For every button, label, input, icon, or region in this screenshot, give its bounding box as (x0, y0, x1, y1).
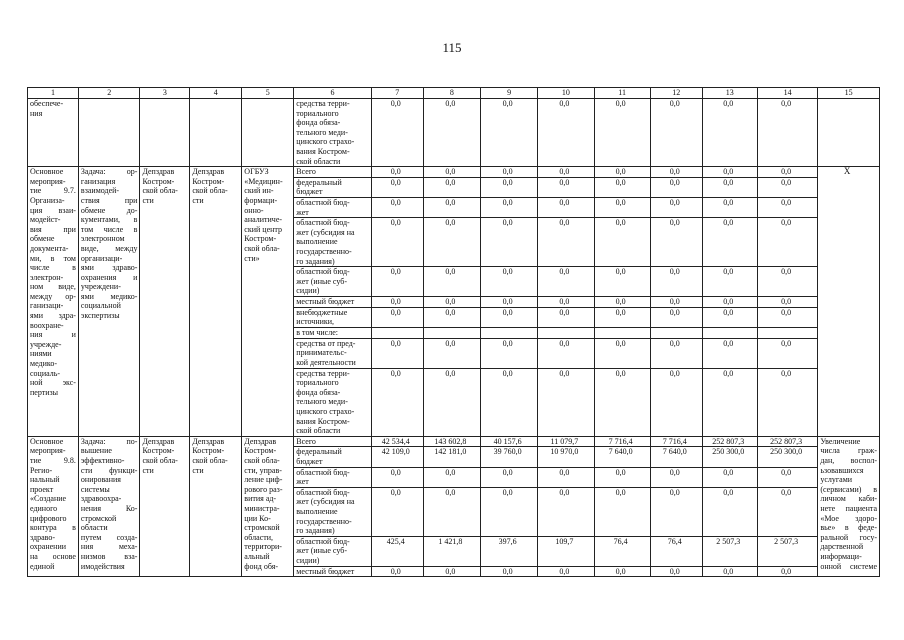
value-cell-col13: 2 507,3 (702, 536, 757, 566)
value-cell-col8: 0,0 (423, 487, 480, 536)
value-cell-col8: 0,0 (423, 197, 480, 217)
column-number-3: 3 (140, 88, 190, 99)
data-table (27, 87, 880, 577)
value-cell-col7: 0,0 (371, 99, 423, 167)
value-cell-col9 (481, 327, 538, 338)
value-cell-col8: 0,0 (423, 307, 480, 327)
value-cell-col13: 0,0 (702, 467, 757, 487)
participant-cell (242, 99, 294, 167)
value-cell-col9: 0,0 (481, 307, 538, 327)
value-cell-col11: 0,0 (594, 218, 650, 267)
table-row (28, 167, 880, 178)
value-cell-col11: 0,0 (594, 368, 650, 436)
value-cell-col14: 0,0 (757, 267, 817, 297)
value-cell-col13: 0,0 (702, 177, 757, 197)
value-cell-col14: 0,0 (757, 167, 817, 178)
measure-name-cell: обеспече- ния (28, 99, 79, 167)
value-cell-col11: 0,0 (594, 297, 650, 308)
task-cell: Задача: ор- ганизация взаимодей- ствия при обмене до- кументами, в том числе в электронном виде, между организаци- ями здраво- охранения и учреждени- ями медико- социальной экспертизы (78, 167, 140, 437)
page-number: 115 (442, 40, 462, 55)
responsible-cell: Депздрав Костром- ской обла- сти (190, 436, 242, 577)
value-cell-col12: 0,0 (650, 487, 702, 536)
value-cell-col13: 0,0 (702, 338, 757, 368)
value-cell-col8: 143 602,8 (423, 436, 480, 447)
value-cell-col13: 0,0 (702, 267, 757, 297)
value-cell-col8: 0,0 (423, 99, 480, 167)
value-cell-col7: 0,0 (371, 197, 423, 217)
value-cell-col8: 142 181,0 (423, 447, 480, 467)
value-cell-col7: 0,0 (371, 177, 423, 197)
value-cell-col12: 0,0 (650, 167, 702, 178)
value-cell-col9: 0,0 (481, 267, 538, 297)
column-number-4: 4 (190, 88, 242, 99)
value-cell-col11: 7 640,0 (594, 447, 650, 467)
value-cell-col7: 0,0 (371, 368, 423, 436)
header-row (28, 88, 880, 99)
value-cell-col10: 0,0 (538, 167, 594, 178)
result-indicator-cell (818, 99, 880, 167)
executor-cell: Депздрав Костром- ской обла- сти (140, 436, 190, 577)
value-cell-col8 (423, 327, 480, 338)
value-cell-col13: 0,0 (702, 99, 757, 167)
value-cell-col7: 42 534,4 (371, 436, 423, 447)
table-row (28, 436, 880, 447)
value-cell-col10: 0,0 (538, 487, 594, 536)
value-cell-col7: 0,0 (371, 338, 423, 368)
value-cell-col13: 0,0 (702, 487, 757, 536)
result-indicator-cell: Х (818, 167, 880, 437)
value-cell-col10: 0,0 (538, 467, 594, 487)
executor-cell (140, 99, 190, 167)
column-number-5: 5 (242, 88, 294, 99)
value-cell-col7: 0,0 (371, 307, 423, 327)
value-cell-col14: 0,0 (757, 307, 817, 327)
value-cell-col9: 397,6 (481, 536, 538, 566)
column-number-1: 1 (28, 88, 79, 99)
value-cell-col10: 0,0 (538, 218, 594, 267)
value-cell-col8: 0,0 (423, 368, 480, 436)
responsible-cell (190, 99, 242, 167)
value-cell-col10: 11 079,7 (538, 436, 594, 447)
value-cell-col9: 40 157,6 (481, 436, 538, 447)
value-cell-col11: 0,0 (594, 467, 650, 487)
value-cell-col7: 0,0 (371, 487, 423, 536)
value-cell-col7: 0,0 (371, 218, 423, 267)
value-cell-col14: 0,0 (757, 197, 817, 217)
value-cell-col12: 7 640,0 (650, 447, 702, 467)
value-cell-col12: 0,0 (650, 267, 702, 297)
value-cell-col8: 0,0 (423, 267, 480, 297)
value-cell-col14: 252 807,3 (757, 436, 817, 447)
value-cell-col10: 10 970,0 (538, 447, 594, 467)
funding-source-cell: внебюджетные источники, (294, 307, 371, 327)
funding-source-cell: средства от пред- принимательс- кой деятельности (294, 338, 371, 368)
value-cell-col12: 7 716,4 (650, 436, 702, 447)
value-cell-col9: 0,0 (481, 297, 538, 308)
value-cell-col7: 0,0 (371, 297, 423, 308)
value-cell-col10: 0,0 (538, 297, 594, 308)
value-cell-col11: 0,0 (594, 99, 650, 167)
funding-source-cell: в том числе: (294, 327, 371, 338)
value-cell-col9: 0,0 (481, 218, 538, 267)
value-cell-col13: 0,0 (702, 566, 757, 577)
funding-source-cell: федеральный бюджет (294, 177, 371, 197)
value-cell-col10: 109,7 (538, 536, 594, 566)
value-cell-col8: 0,0 (423, 218, 480, 267)
column-number-10: 10 (538, 88, 594, 99)
value-cell-col9: 0,0 (481, 467, 538, 487)
value-cell-col12: 0,0 (650, 177, 702, 197)
value-cell-col14: 0,0 (757, 177, 817, 197)
participant-cell: ОГБУЗ «Медицин- ский ин- формаци- онно- аналитиче- ский центр Костром- ской обла- сти» (242, 167, 294, 437)
value-cell-col9: 0,0 (481, 566, 538, 577)
value-cell-col13: 0,0 (702, 197, 757, 217)
value-cell-col9: 0,0 (481, 368, 538, 436)
funding-source-cell: областной бюд- жет (субсидия на выполнение государственно- го задания) (294, 487, 371, 536)
value-cell-col14: 0,0 (757, 99, 817, 167)
column-number-7: 7 (371, 88, 423, 99)
value-cell-col7: 0,0 (371, 267, 423, 297)
value-cell-col12: 0,0 (650, 297, 702, 308)
value-cell-col10: 0,0 (538, 99, 594, 167)
value-cell-col11 (594, 327, 650, 338)
column-number-9: 9 (481, 88, 538, 99)
value-cell-col9: 0,0 (481, 99, 538, 167)
column-number-13: 13 (702, 88, 757, 99)
value-cell-col10: 0,0 (538, 197, 594, 217)
funding-source-cell: областной бюд- жет (иные суб- сидии) (294, 267, 371, 297)
value-cell-col14: 0,0 (757, 338, 817, 368)
value-cell-col8: 0,0 (423, 167, 480, 178)
value-cell-col13: 0,0 (702, 297, 757, 308)
funding-source-cell: областной бюд- жет (294, 197, 371, 217)
column-number-11: 11 (594, 88, 650, 99)
value-cell-col11: 0,0 (594, 197, 650, 217)
value-cell-col12: 0,0 (650, 566, 702, 577)
value-cell-col9: 0,0 (481, 487, 538, 536)
table-row (28, 99, 880, 167)
funding-source-cell: местный бюджет (294, 566, 371, 577)
value-cell-col13: 250 300,0 (702, 447, 757, 467)
value-cell-col12: 76,4 (650, 536, 702, 566)
value-cell-col13: 0,0 (702, 218, 757, 267)
value-cell-col12: 0,0 (650, 197, 702, 217)
value-cell-col13: 0,0 (702, 368, 757, 436)
value-cell-col7: 425,4 (371, 536, 423, 566)
value-cell-col14: 0,0 (757, 368, 817, 436)
value-cell-col7: 0,0 (371, 167, 423, 178)
value-cell-col8: 0,0 (423, 338, 480, 368)
value-cell-col14: 2 507,3 (757, 536, 817, 566)
column-number-8: 8 (423, 88, 480, 99)
value-cell-col12: 0,0 (650, 307, 702, 327)
value-cell-col10: 0,0 (538, 177, 594, 197)
value-cell-col8: 1 421,8 (423, 536, 480, 566)
value-cell-col12: 0,0 (650, 218, 702, 267)
value-cell-col9: 0,0 (481, 338, 538, 368)
value-cell-col9: 0,0 (481, 197, 538, 217)
task-cell (78, 99, 140, 167)
funding-source-cell: Всего (294, 167, 371, 178)
value-cell-col14 (757, 327, 817, 338)
value-cell-col14: 250 300,0 (757, 447, 817, 467)
value-cell-col14: 0,0 (757, 297, 817, 308)
funding-source-cell: областной бюд- жет (иные суб- сидии) (294, 536, 371, 566)
funding-source-cell: федеральный бюджет (294, 447, 371, 467)
value-cell-col10: 0,0 (538, 338, 594, 368)
column-number-15: 15 (818, 88, 880, 99)
value-cell-col13: 0,0 (702, 167, 757, 178)
value-cell-col8: 0,0 (423, 467, 480, 487)
value-cell-col7: 0,0 (371, 566, 423, 577)
value-cell-col12: 0,0 (650, 467, 702, 487)
value-cell-col12: 0,0 (650, 338, 702, 368)
value-cell-col11: 0,0 (594, 177, 650, 197)
value-cell-col10: 0,0 (538, 566, 594, 577)
value-cell-col13 (702, 327, 757, 338)
value-cell-col11: 0,0 (594, 307, 650, 327)
value-cell-col10: 0,0 (538, 267, 594, 297)
value-cell-col11: 7 716,4 (594, 436, 650, 447)
value-cell-col8: 0,0 (423, 177, 480, 197)
measure-name-cell: Основное мероприя- тие 9.8. Регио- нальный проект «Создание единого цифрового контура в здраво- охранении на основе единой (28, 436, 79, 577)
funding-source-cell: средства терри- ториального фонда обяза- тельного меди- цинского страхо- вания Костром- ской области (294, 99, 371, 167)
value-cell-col14: 0,0 (757, 467, 817, 487)
value-cell-col12: 0,0 (650, 99, 702, 167)
measure-name-cell: Основное мероприя- тие 9.7. Организа- ция взаи- модейст- вия при обмене документа- ми, в том числе в электрон- ном виде, между ор- ганизаци- ями здра- воохране- ния и учрежде- ниями медико- социаль- ной экс- пертизы (28, 167, 79, 437)
column-number-12: 12 (650, 88, 702, 99)
executor-cell: Депздрав Костром- ской обла- сти (140, 167, 190, 437)
column-number-2: 2 (78, 88, 140, 99)
value-cell-col13: 0,0 (702, 307, 757, 327)
value-cell-col12: 0,0 (650, 368, 702, 436)
value-cell-col11: 0,0 (594, 566, 650, 577)
value-cell-col7 (371, 327, 423, 338)
value-cell-col14: 0,0 (757, 566, 817, 577)
value-cell-col7: 0,0 (371, 467, 423, 487)
value-cell-col11: 0,0 (594, 267, 650, 297)
column-number-6: 6 (294, 88, 371, 99)
funding-source-cell: Всего (294, 436, 371, 447)
value-cell-col12 (650, 327, 702, 338)
value-cell-col14: 0,0 (757, 487, 817, 536)
funding-source-cell: областной бюд- жет (субсидия на выполнение государственно- го задания) (294, 218, 371, 267)
value-cell-col10 (538, 327, 594, 338)
value-cell-col14: 0,0 (757, 218, 817, 267)
funding-source-cell: местный бюджет (294, 297, 371, 308)
value-cell-col8: 0,0 (423, 297, 480, 308)
value-cell-col11: 0,0 (594, 338, 650, 368)
column-number-14: 14 (757, 88, 817, 99)
task-cell: Задача: по- вышение эффективно- сти функци- онирования системы здравоохра- нения Ко- стромской области путем созда- ния меха- низмов вза- имодействия (78, 436, 140, 577)
value-cell-col9: 0,0 (481, 177, 538, 197)
value-cell-col10: 0,0 (538, 307, 594, 327)
result-indicator-cell: Увеличение числа граж- дан, воспол- ьзовавшихся услугами (сервисами) в личном каби- нете пациента «Мое здоро- вье» в феде- ральной госу- дарственной информаци- онной системе (818, 436, 880, 577)
value-cell-col10: 0,0 (538, 368, 594, 436)
funding-source-cell: областной бюд- жет (294, 467, 371, 487)
value-cell-col11: 0,0 (594, 487, 650, 536)
value-cell-col9: 0,0 (481, 167, 538, 178)
funding-source-cell: средства терри- ториального фонда обяза- тельного меди- цинского страхо- вания Костром- ской области (294, 368, 371, 436)
value-cell-col13: 252 807,3 (702, 436, 757, 447)
value-cell-col11: 0,0 (594, 167, 650, 178)
value-cell-col8: 0,0 (423, 566, 480, 577)
participant-cell: Депздрав Костром- ской обла- сти, управ- ление циф- рового раз- вития ад- министра- ции Ко- стромской области, территори- альный фонд обя- (242, 436, 294, 577)
value-cell-col11: 76,4 (594, 536, 650, 566)
value-cell-col7: 42 109,0 (371, 447, 423, 467)
responsible-cell: Депздрав Костром- ской обла- сти (190, 167, 242, 437)
value-cell-col9: 39 760,0 (481, 447, 538, 467)
